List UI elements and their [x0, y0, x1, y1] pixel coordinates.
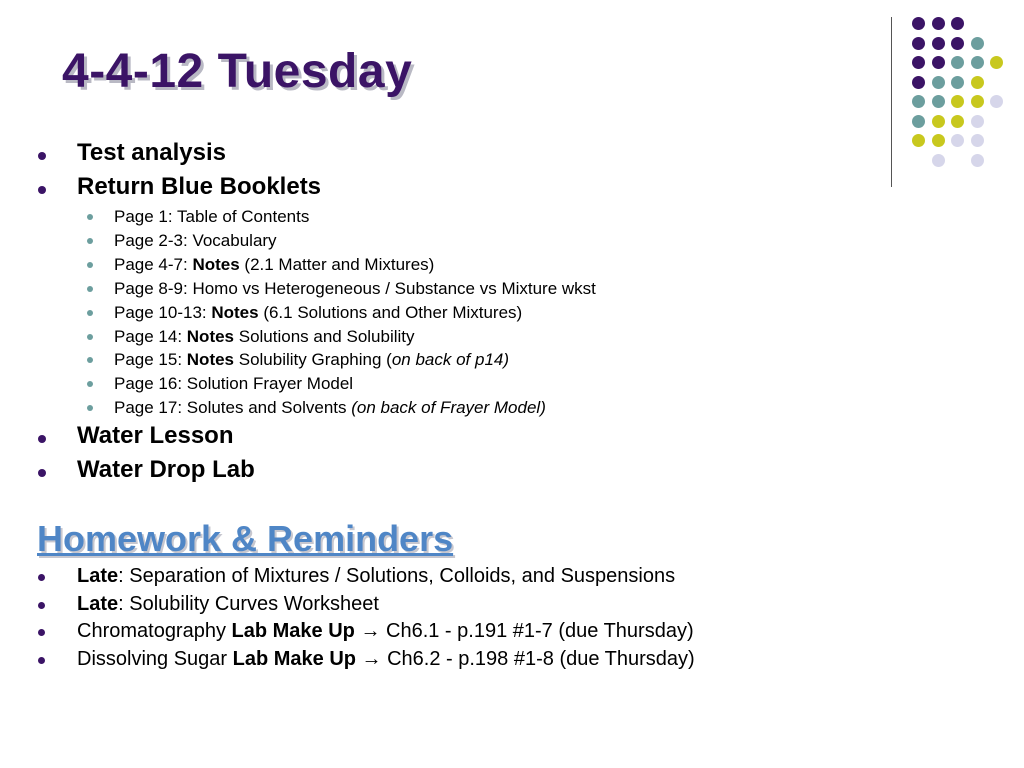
agenda-item: Test analysis: [77, 139, 226, 166]
decorative-dot: [932, 134, 945, 147]
bullet-dot: [38, 602, 45, 609]
decorative-dot: [951, 95, 964, 108]
homework-item: [77, 593, 379, 616]
sub-bullet-dot: [87, 357, 93, 363]
bullet-dot: [38, 469, 46, 477]
notes-label: Notes: [211, 302, 259, 322]
decorative-dot: [912, 95, 925, 108]
homework-text: Chromatography: [77, 620, 232, 642]
decorative-dot: [932, 56, 945, 69]
page-text: (2.1 Matter and Mixtures): [239, 254, 435, 274]
decorative-dot: [990, 56, 1003, 69]
agenda-item: Water Lesson: [77, 422, 234, 449]
decorative-dot: [971, 134, 984, 147]
sub-bullet-dot: [87, 310, 93, 316]
booklet-page-item: [114, 303, 522, 323]
arrow-right-icon: →: [360, 620, 381, 642]
decorative-dot: [971, 76, 984, 89]
agenda-item: Return Blue Booklets: [77, 173, 322, 200]
decorative-dot: [912, 56, 925, 69]
homework-heading-link[interactable]: Homework & Reminders: [37, 518, 454, 559]
homework-text: Ch6.2 - p.198 #1-8 (due Thursday): [381, 647, 695, 670]
page-text: Page 16: Solution Frayer Model: [114, 374, 354, 394]
slide-title: 4-4-12 Tuesday: [62, 45, 413, 98]
bullet-dot: [38, 152, 46, 160]
notes-label: Notes: [192, 254, 240, 274]
page-note: on back of p14): [391, 350, 510, 370]
sub-bullet-dot: [87, 381, 93, 387]
page-text: Page 17: Solutes and Solvents: [114, 398, 352, 418]
page-text: Page 10-13:: [114, 302, 212, 322]
booklet-page-item: [114, 207, 309, 227]
decorative-dot: [971, 37, 984, 50]
decorative-dot: [951, 17, 964, 30]
decorative-dot: [932, 37, 945, 50]
page-text: Solutions and Solubility: [234, 326, 415, 346]
homework-bold-label: Late: [77, 565, 119, 587]
decorative-dot: [951, 76, 964, 89]
decorative-dot: [912, 37, 925, 50]
homework-bold-label: Late: [77, 592, 119, 615]
bullet-dot: [38, 186, 46, 194]
homework-item: [77, 648, 695, 671]
decorative-dot: [951, 37, 964, 50]
arrow-right-icon: →: [361, 647, 382, 670]
decorative-dot: [912, 17, 925, 30]
bullet-dot: [38, 435, 46, 443]
homework-text: Dissolving Sugar: [77, 647, 233, 670]
page-text: Page 14:: [114, 326, 187, 346]
booklet-page-item: [114, 255, 434, 275]
page-note: (on back of Frayer Model): [351, 398, 546, 418]
page-text: (6.1 Solutions and Other Mixtures): [258, 302, 523, 322]
bullet-dot: [38, 574, 45, 581]
homework-item: [77, 620, 694, 643]
sub-bullet-dot: [87, 262, 93, 268]
page-text: Solubility Graphing (: [234, 350, 392, 370]
homework-bold-label: Lab Make Up: [231, 620, 355, 642]
homework-bold-label: Lab Make Up: [232, 647, 356, 670]
booklet-page-item: [114, 231, 277, 251]
homework-text: : Separation of Mixtures / Solutions, Colloids, and Suspensions: [118, 565, 676, 587]
booklet-page-item: [114, 398, 546, 418]
decorative-dot: [932, 17, 945, 30]
page-text: Page 4-7:: [114, 254, 193, 274]
homework-text: : Solubility Curves Worksheet: [118, 592, 379, 615]
sub-bullet-dot: [87, 334, 93, 340]
decorative-dot: [932, 76, 945, 89]
bullet-dot: [38, 657, 45, 664]
page-text: Page 15:: [114, 350, 187, 370]
decorative-dot: [971, 95, 984, 108]
sub-bullet-dot: [87, 238, 93, 244]
decorative-dot: [932, 95, 945, 108]
sub-bullet-dot: [87, 405, 93, 411]
booklet-page-item: [114, 279, 596, 299]
decorative-dot: [990, 95, 1003, 108]
sub-bullet-dot: [87, 286, 93, 292]
notes-label: Notes: [186, 350, 235, 370]
decorative-dot: [912, 115, 925, 128]
agenda-item: Water Drop Lab: [77, 456, 255, 483]
decorative-dot: [951, 56, 964, 69]
vertical-divider: [891, 17, 892, 187]
booklet-page-item: [114, 327, 415, 347]
decorative-dot: [971, 56, 984, 69]
sub-bullet-dot: [87, 214, 93, 220]
decorative-dot: [912, 76, 925, 89]
homework-text: Ch6.1 - p.191 #1-7 (due Thursday): [380, 620, 694, 642]
booklet-page-item: [114, 374, 353, 394]
page-text: Page 8-9: Homo vs Heterogeneous / Substance vs Mixture wkst: [114, 278, 596, 298]
decorative-dot: [971, 154, 984, 167]
decorative-dot: [951, 115, 964, 128]
decorative-dot: [932, 115, 945, 128]
bullet-dot: [38, 629, 45, 636]
notes-label: Notes: [186, 326, 235, 346]
booklet-page-item: [114, 350, 509, 370]
decorative-dot: [912, 134, 925, 147]
decorative-dot: [932, 154, 945, 167]
decorative-dot: [971, 115, 984, 128]
decorative-dot-grid: [0, 0, 1024, 200]
decorative-dot: [951, 134, 964, 147]
homework-item: [77, 565, 675, 588]
page-text: Page 2-3: Vocabulary: [114, 230, 277, 250]
page-text: Page 1: Table of Contents: [114, 207, 310, 226]
